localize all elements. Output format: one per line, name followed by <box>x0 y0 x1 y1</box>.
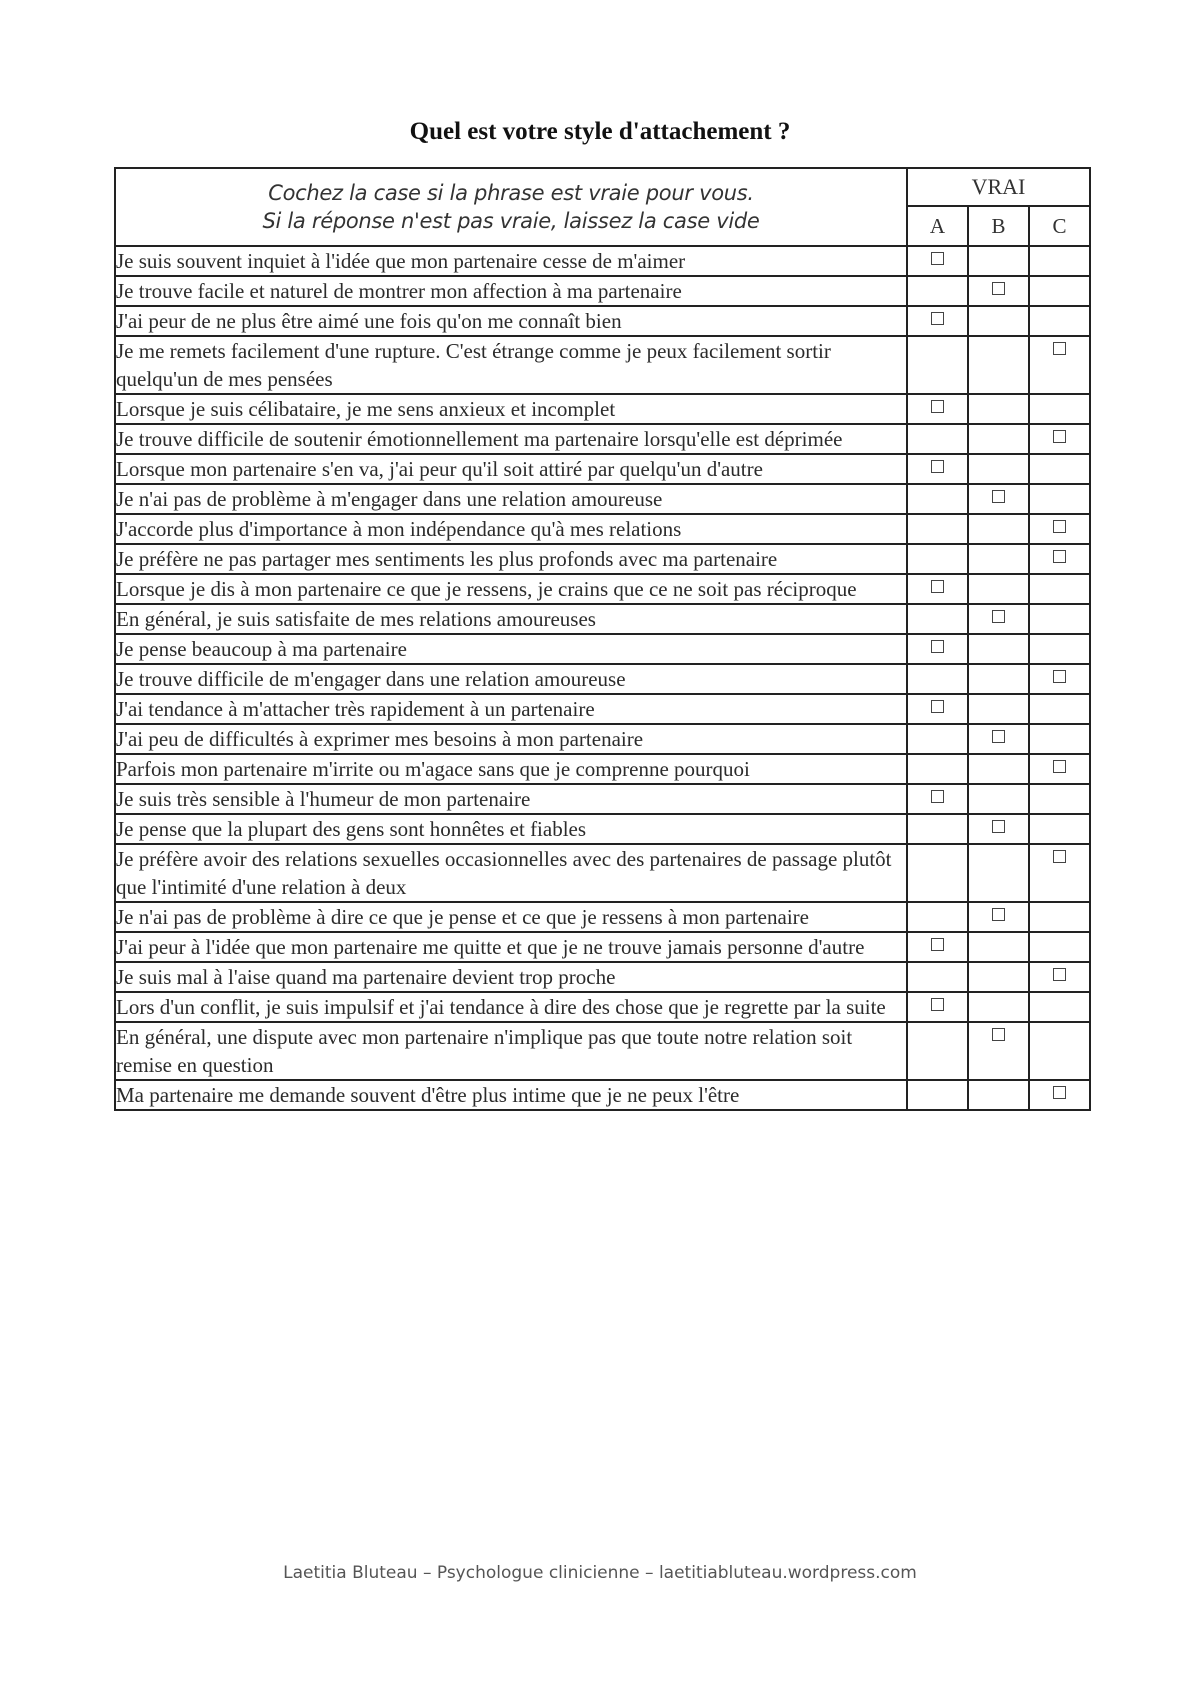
answer-cell-b <box>968 694 1029 724</box>
answer-cell-c <box>1029 1022 1090 1080</box>
statement-row <box>115 484 1090 514</box>
checkbox-a[interactable] <box>931 790 944 803</box>
statement-row <box>115 724 1090 754</box>
answer-cell-b <box>968 394 1029 424</box>
statements-body <box>115 246 1090 1110</box>
checkbox-c[interactable] <box>1053 670 1066 683</box>
statement-row <box>115 424 1090 454</box>
statement-row <box>115 902 1090 932</box>
checkbox-a[interactable] <box>931 700 944 713</box>
checkbox-a[interactable] <box>931 400 944 413</box>
answer-cell-a <box>907 694 968 724</box>
answer-cell-a <box>907 664 968 694</box>
column-header-b: B <box>968 206 1029 246</box>
answer-cell-a <box>907 932 968 962</box>
statement-row <box>115 246 1090 276</box>
answer-cell-a <box>907 604 968 634</box>
statement-text: Je pense beaucoup à ma partenaire <box>115 634 907 664</box>
statement-row <box>115 814 1090 844</box>
answer-cell-b <box>968 1080 1029 1110</box>
answer-cell-c <box>1029 844 1090 902</box>
answer-cell-c <box>1029 336 1090 394</box>
answer-cell-a <box>907 514 968 544</box>
statement-row <box>115 276 1090 306</box>
answer-cell-b <box>968 1022 1029 1080</box>
answer-cell-b <box>968 544 1029 574</box>
checkbox-a[interactable] <box>931 252 944 265</box>
answer-cell-b <box>968 844 1029 902</box>
statement-row <box>115 454 1090 484</box>
statement-text: Je trouve facile et naturel de montrer mon affection à ma partenaire <box>115 276 907 306</box>
statement-row <box>115 992 1090 1022</box>
answer-cell-a <box>907 574 968 604</box>
answer-cell-a <box>907 784 968 814</box>
answer-cell-c <box>1029 574 1090 604</box>
answer-cell-b <box>968 306 1029 336</box>
checkbox-b[interactable] <box>992 1028 1005 1041</box>
statement-text: Je préfère ne pas partager mes sentiments les plus profonds avec ma partenaire <box>115 544 907 574</box>
answer-cell-b <box>968 634 1029 664</box>
statement-row <box>115 932 1090 962</box>
answer-cell-a <box>907 1022 968 1080</box>
statement-text: En général, je suis satisfaite de mes relations amoureuses <box>115 604 907 634</box>
answer-cell-a <box>907 844 968 902</box>
answer-cell-a <box>907 454 968 484</box>
checkbox-b[interactable] <box>992 908 1005 921</box>
column-header-c: C <box>1029 206 1090 246</box>
true-header: VRAI <box>907 168 1090 206</box>
answer-cell-b <box>968 276 1029 306</box>
statement-text: Je n'ai pas de problème à dire ce que je pense et ce que je ressens à mon partenaire <box>115 902 907 932</box>
checkbox-c[interactable] <box>1053 520 1066 533</box>
answer-cell-b <box>968 784 1029 814</box>
statement-text: En général, une dispute avec mon partenaire n'implique pas que toute notre relation soit remise en question <box>115 1022 907 1080</box>
answer-cell-c <box>1029 306 1090 336</box>
statement-text: Je me remets facilement d'une rupture. C'est étrange comme je peux facilement sortir quelqu'un de mes pensées <box>115 336 907 394</box>
instructions-cell <box>115 168 907 246</box>
answer-cell-a <box>907 394 968 424</box>
statement-row <box>115 962 1090 992</box>
checkbox-c[interactable] <box>1053 342 1066 355</box>
answer-cell-b <box>968 902 1029 932</box>
answer-cell-c <box>1029 394 1090 424</box>
answer-cell-c <box>1029 424 1090 454</box>
statement-row <box>115 634 1090 664</box>
answer-cell-c <box>1029 276 1090 306</box>
statement-row <box>115 604 1090 634</box>
checkbox-a[interactable] <box>931 312 944 325</box>
answer-cell-a <box>907 276 968 306</box>
answer-cell-c <box>1029 664 1090 694</box>
statement-row <box>115 574 1090 604</box>
answer-cell-b <box>968 246 1029 276</box>
statement-row <box>115 664 1090 694</box>
answer-cell-a <box>907 962 968 992</box>
checkbox-b[interactable] <box>992 730 1005 743</box>
answer-cell-b <box>968 336 1029 394</box>
answer-cell-b <box>968 574 1029 604</box>
answer-cell-b <box>968 992 1029 1022</box>
answer-cell-a <box>907 484 968 514</box>
answer-cell-a <box>907 544 968 574</box>
answer-cell-c <box>1029 962 1090 992</box>
instruction-line-1: Cochez la case si la phrase est vraie pour vous. <box>268 181 754 205</box>
statement-text: Je suis souvent inquiet à l'idée que mon partenaire cesse de m'aimer <box>115 246 907 276</box>
answer-cell-b <box>968 932 1029 962</box>
answer-cell-a <box>907 1080 968 1110</box>
statement-text: Parfois mon partenaire m'irrite ou m'agace sans que je comprenne pourquoi <box>115 754 907 784</box>
statement-text: Lorsque mon partenaire s'en va, j'ai peur qu'il soit attiré par quelqu'un d'autre <box>115 454 907 484</box>
instruction-line-2: Si la réponse n'est pas vraie, laissez la case vide <box>262 209 760 233</box>
statement-text: Je n'ai pas de problème à m'engager dans une relation amoureuse <box>115 484 907 514</box>
answer-cell-a <box>907 814 968 844</box>
answer-cell-b <box>968 664 1029 694</box>
statement-text: Lorsque je suis célibataire, je me sens anxieux et incomplet <box>115 394 907 424</box>
column-header-a: A <box>907 206 968 246</box>
checkbox-a[interactable] <box>931 640 944 653</box>
answer-cell-a <box>907 306 968 336</box>
statement-row <box>115 514 1090 544</box>
statement-row <box>115 394 1090 424</box>
statement-row <box>115 844 1090 902</box>
statement-text: Je trouve difficile de soutenir émotionnellement ma partenaire lorsqu'elle est déprimée <box>115 424 907 454</box>
statement-text: Ma partenaire me demande souvent d'être plus intime que je ne peux l'être <box>115 1080 907 1110</box>
answer-cell-b <box>968 724 1029 754</box>
answer-cell-a <box>907 724 968 754</box>
answer-cell-c <box>1029 514 1090 544</box>
questionnaire-table <box>114 167 1091 1111</box>
checkbox-c[interactable] <box>1053 968 1066 981</box>
answer-cell-b <box>968 754 1029 784</box>
statement-row <box>115 784 1090 814</box>
answer-cell-c <box>1029 754 1090 784</box>
statement-row <box>115 1022 1090 1080</box>
answer-cell-c <box>1029 784 1090 814</box>
answer-cell-c <box>1029 634 1090 664</box>
answer-cell-c <box>1029 694 1090 724</box>
checkbox-b[interactable] <box>992 820 1005 833</box>
answer-cell-c <box>1029 932 1090 962</box>
answer-cell-b <box>968 424 1029 454</box>
answer-cell-c <box>1029 454 1090 484</box>
statement-text: J'ai tendance à m'attacher très rapidement à un partenaire <box>115 694 907 724</box>
statement-row <box>115 306 1090 336</box>
answer-cell-b <box>968 484 1029 514</box>
checkbox-a[interactable] <box>931 938 944 951</box>
checkbox-c[interactable] <box>1053 850 1066 863</box>
answer-cell-c <box>1029 484 1090 514</box>
statement-text: Je suis mal à l'aise quand ma partenaire devient trop proche <box>115 962 907 992</box>
checkbox-c[interactable] <box>1053 760 1066 773</box>
statement-row <box>115 544 1090 574</box>
answer-cell-c <box>1029 1080 1090 1110</box>
checkbox-a[interactable] <box>931 460 944 473</box>
answer-cell-b <box>968 454 1029 484</box>
statement-text: Je pense que la plupart des gens sont honnêtes et fiables <box>115 814 907 844</box>
answer-cell-a <box>907 634 968 664</box>
checkbox-c[interactable] <box>1053 1086 1066 1099</box>
statement-row <box>115 336 1090 394</box>
answer-cell-c <box>1029 814 1090 844</box>
statement-text: J'ai peu de difficultés à exprimer mes besoins à mon partenaire <box>115 724 907 754</box>
statement-text: J'ai peur à l'idée que mon partenaire me quitte et que je ne trouve jamais personne d'autre <box>115 932 907 962</box>
statement-text: Je suis très sensible à l'humeur de mon partenaire <box>115 784 907 814</box>
statement-text: Lorsque je dis à mon partenaire ce que je ressens, je crains que ce ne soit pas réciproque <box>115 574 907 604</box>
answer-cell-b <box>968 814 1029 844</box>
answer-cell-c <box>1029 992 1090 1022</box>
header-row-top <box>115 168 1090 206</box>
checkbox-b[interactable] <box>992 490 1005 503</box>
checkbox-c[interactable] <box>1053 430 1066 443</box>
checkbox-a[interactable] <box>931 998 944 1011</box>
statement-row <box>115 1080 1090 1110</box>
answer-cell-b <box>968 604 1029 634</box>
checkbox-a[interactable] <box>931 580 944 593</box>
answer-cell-a <box>907 424 968 454</box>
answer-cell-a <box>907 246 968 276</box>
footer-credit: Laetitia Bluteau – Psychologue clinicienne – laetitiabluteau.wordpress.com <box>283 1563 917 1583</box>
statement-row <box>115 694 1090 724</box>
statement-row <box>115 754 1090 784</box>
statement-text: Lors d'un conflit, je suis impulsif et j'ai tendance à dire des chose que je regrette par la suite <box>115 992 907 1022</box>
answer-cell-a <box>907 336 968 394</box>
answer-cell-c <box>1029 724 1090 754</box>
statement-text: J'ai peur de ne plus être aimé une fois qu'on me connaît bien <box>115 306 907 336</box>
answer-cell-b <box>968 962 1029 992</box>
checkbox-b[interactable] <box>992 610 1005 623</box>
statement-text: Je préfère avoir des relations sexuelles occasionnelles avec des partenaires de passage plutôt que l'intimité d'une relation à deux <box>115 844 907 902</box>
answer-cell-a <box>907 992 968 1022</box>
answer-cell-c <box>1029 544 1090 574</box>
statement-text: Je trouve difficile de m'engager dans une relation amoureuse <box>115 664 907 694</box>
answer-cell-c <box>1029 902 1090 932</box>
answer-cell-c <box>1029 604 1090 634</box>
checkbox-c[interactable] <box>1053 550 1066 563</box>
answer-cell-a <box>907 902 968 932</box>
answer-cell-c <box>1029 246 1090 276</box>
page-title: Quel est votre style d'attachement ? <box>409 118 791 145</box>
statement-text: J'accorde plus d'importance à mon indépendance qu'à mes relations <box>115 514 907 544</box>
checkbox-b[interactable] <box>992 282 1005 295</box>
answer-cell-b <box>968 514 1029 544</box>
answer-cell-a <box>907 754 968 784</box>
